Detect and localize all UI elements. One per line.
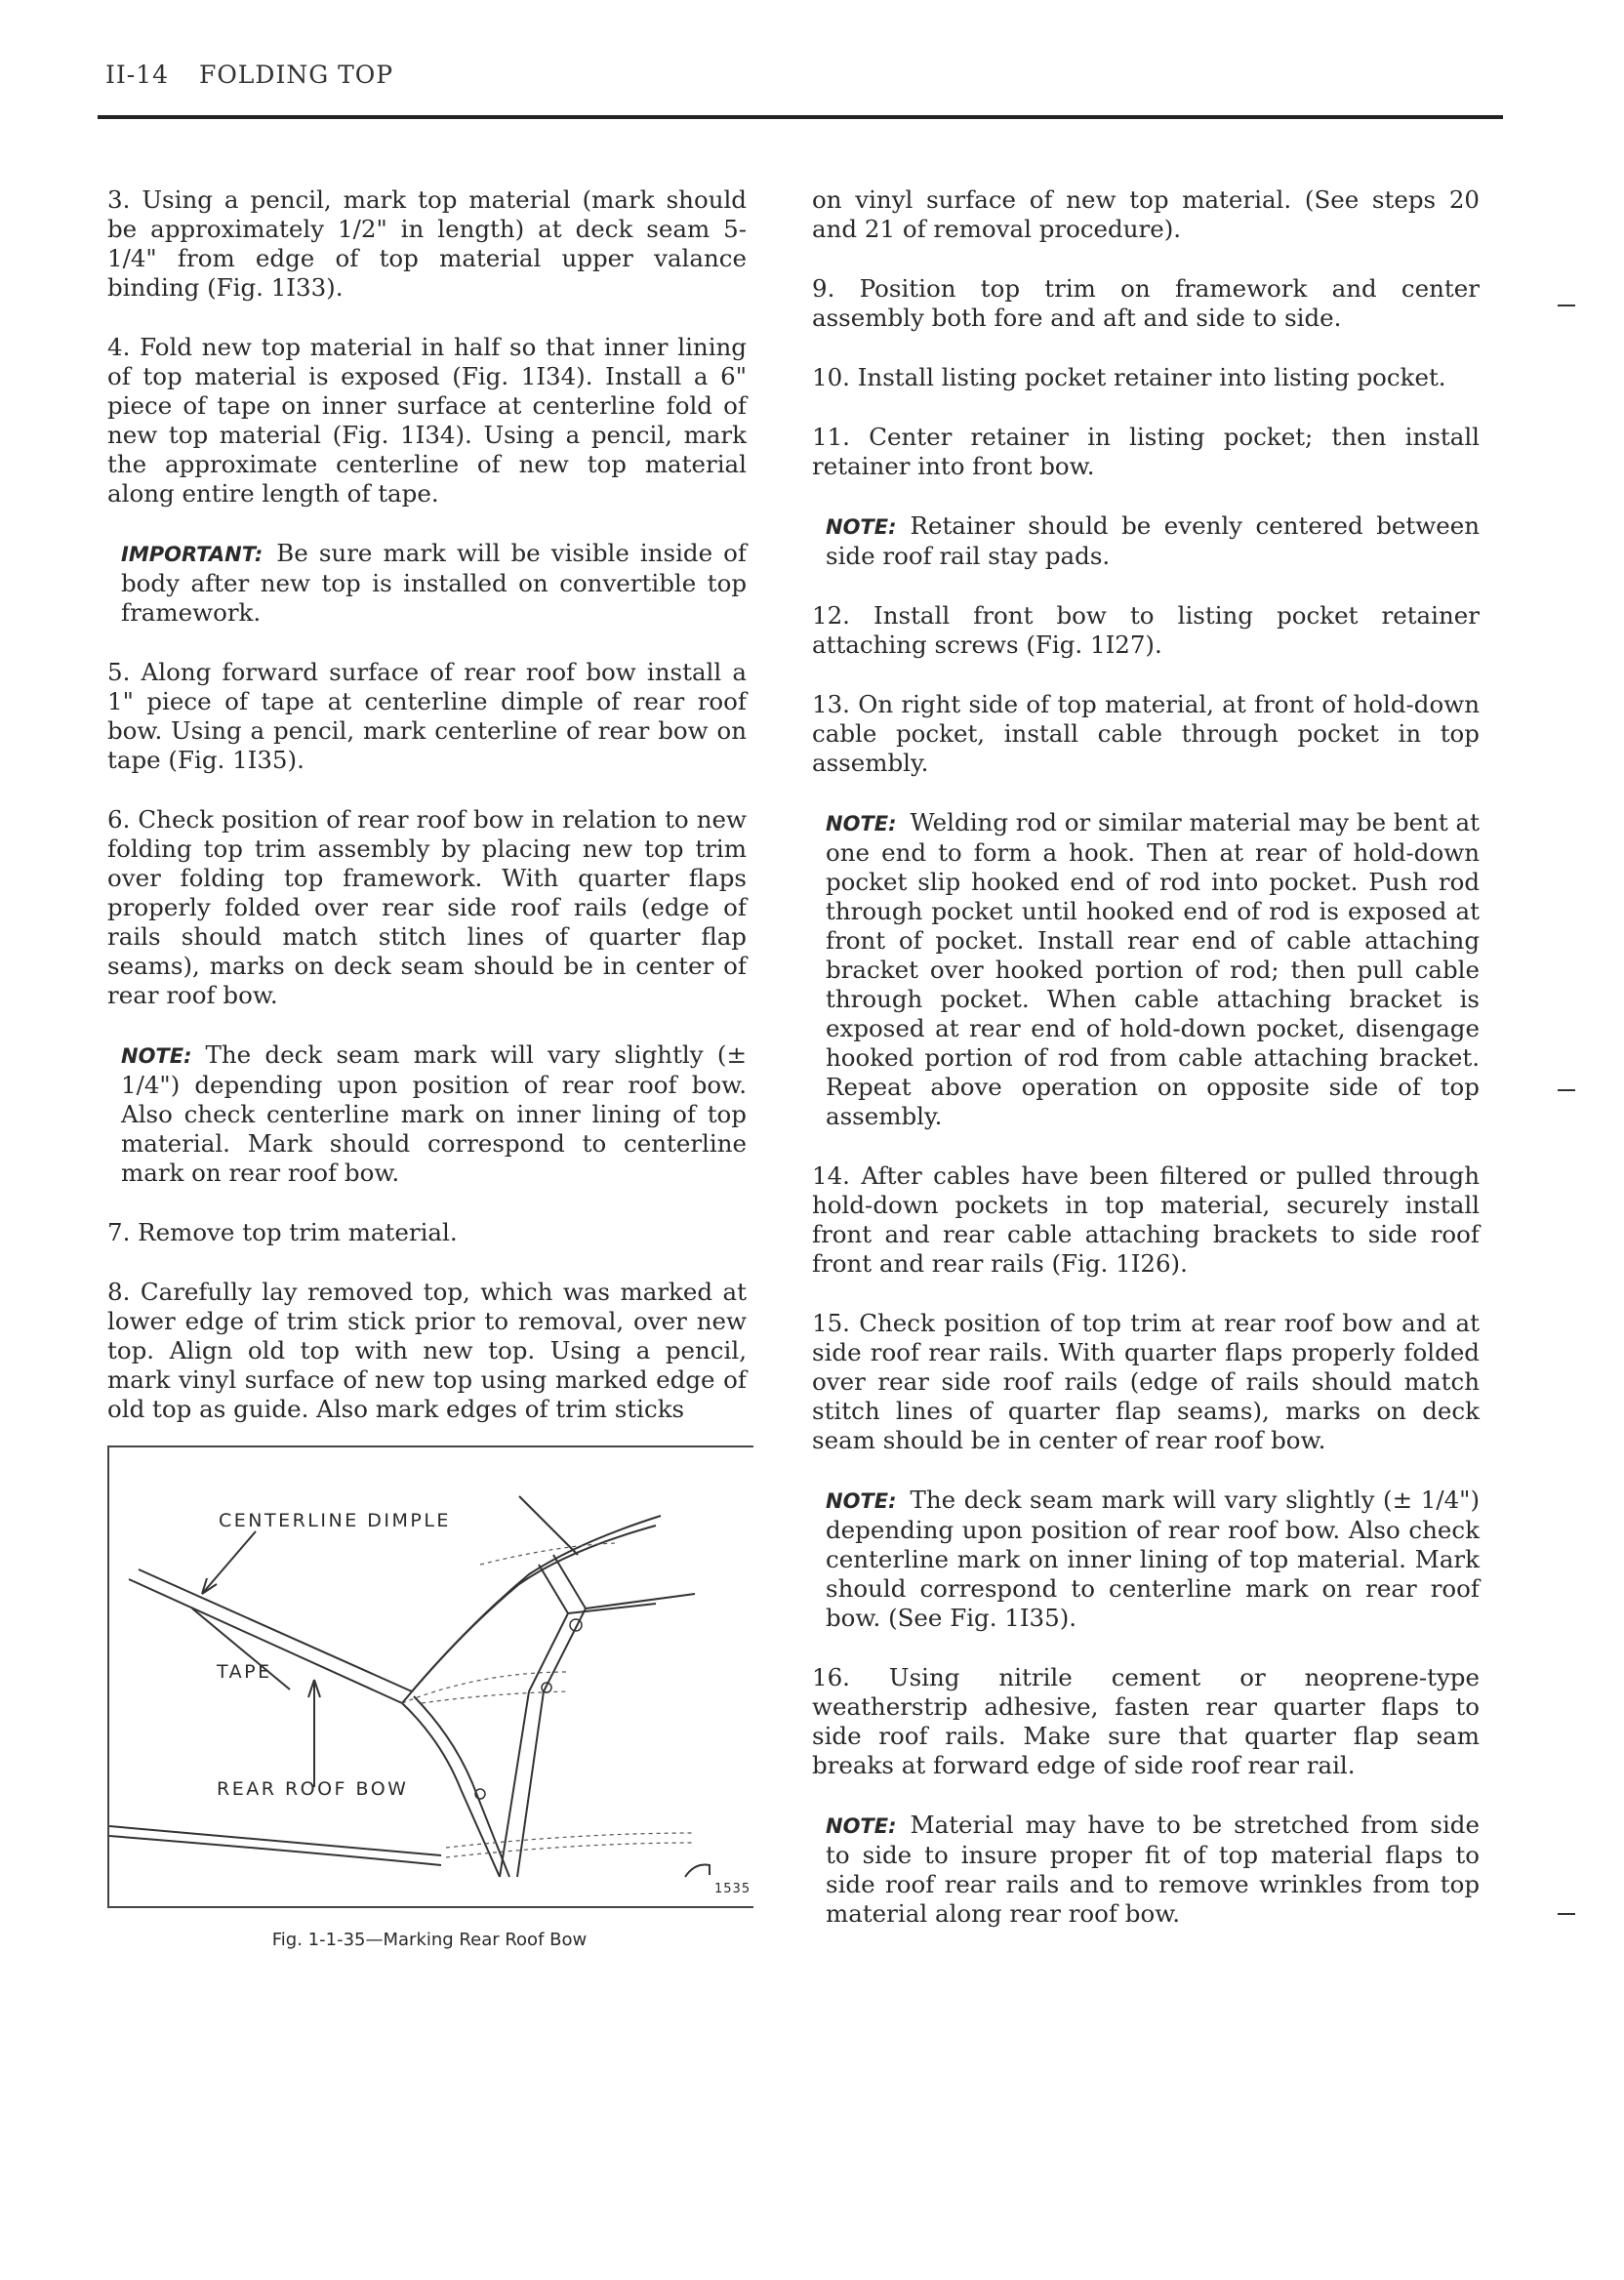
note-text: Material may have to be stretched from side to side to insure proper fit of top material flaps to side roof rear rails and to remove wrinkles from top material along rear roof bow. — [826, 1811, 1480, 1928]
note-label: NOTE: — [121, 1044, 192, 1068]
step-14: 14. After cables have been filtered or pulled through hold-down pockets in top material, securely install front and rear cable attaching brackets to side roof front and rear rails (Fig. 1I26). — [812, 1161, 1480, 1278]
note-deck-seam-2 — [826, 1486, 1480, 1633]
step-5: 5. Along forward surface of rear roof bow install a 1" piece of tape at centerline dimple of rear roof bow. Using a pencil, mark centerline of rear bow on tape (Fig. 1I35). — [107, 658, 747, 774]
note-retainer — [826, 511, 1480, 571]
note-label: NOTE: — [826, 1814, 897, 1838]
figure-caption: Fig. 1-1-35—Marking Rear Roof Bow — [271, 1930, 588, 1950]
step-7: 7. Remove top trim material. — [107, 1218, 458, 1246]
note-deck-seam — [121, 1040, 747, 1188]
step-8: 8. Carefully lay removed top, which was marked at lower edge of trim stick prior to removal, over new top. Align old top with new top. Using a pencil, mark vinyl surface of new top using marked edge of old top as guide. Also mark edges of trim sticks — [107, 1278, 747, 1423]
important-label: IMPORTANT: — [121, 543, 264, 566]
note-label: NOTE: — [826, 1489, 897, 1513]
note-text: Welding rod or similar material may be bent at one end to form a hook. Then at rear of hold-down pocket slip hooked end of rod into pocket. Push rod through pocket until hooked end of rod is exposed at front of pocket. Install rear end of cable attaching bracket over hooked portion of rod; then pull cable through pocket. When cable attaching bracket is exposed at rear end of hold-down pocket, disengage hooked portion of rod from cable attaching bracket. Repeat above operation on opposite side of top assembly. — [826, 808, 1480, 1130]
step-9: 9. Position top trim on framework and center assembly both fore and aft and side to side. — [812, 274, 1480, 332]
step-16: 16. Using nitrile cement or neoprene-type weatherstrip adhesive, fasten rear quarter flaps to side roof rails. Make sure that quarter flap seam breaks at forward edge of side roof rear rail. — [812, 1663, 1480, 1779]
header-rule — [98, 115, 1503, 119]
note-text: The deck seam mark will vary slightly (± 1/4") depending upon position of rear roof bow. Also check centerline mark on inner lining of top material. Mark should correspond to centerline mark on rear roof bow. (See Fig. 1I35). — [826, 1486, 1480, 1632]
note-label: NOTE: — [826, 812, 897, 835]
figure-number: 1535 — [714, 1882, 751, 1896]
note-text: Retainer should be evenly centered between side roof rail stay pads. — [826, 511, 1480, 570]
label-tape: TAPE — [217, 1661, 272, 1683]
margin-mark — [1558, 1913, 1575, 1915]
section-title: FOLDING TOP — [198, 61, 394, 89]
note-material-stretch — [826, 1811, 1480, 1929]
note-label: NOTE: — [826, 515, 897, 539]
step-10: 10. Install listing pocket retainer into listing pocket. — [812, 363, 1446, 391]
important-note — [121, 539, 747, 628]
figure-marking-rear-roof-bow — [107, 1445, 753, 1908]
step-6: 6. Check position of rear roof bow in relation to new folding top trim assembly by placing new top trim over folding top framework. With quarter flaps properly folded over rear side roof rails (edge of rails should match stitch lines of quarter flap seams), marks on deck seam should be in center of rear roof bow. — [107, 805, 747, 1009]
margin-mark — [1558, 305, 1575, 306]
step-12: 12. Install front bow to listing pocket retainer attaching screws (Fig. 1I27). — [812, 601, 1480, 659]
note-welding-rod — [826, 808, 1480, 1131]
note-text: The deck seam mark will vary slightly (± 1/4") depending upon position of rear roof bow. Also check centerline mark on inner lining of top material. Mark should correspond to centerline mark on rear roof bow. — [121, 1040, 747, 1187]
step-13: 13. On right side of top material, at front of hold-down cable pocket, install cable through pocket in top assembly. — [812, 690, 1480, 777]
step-15: 15. Check position of top trim at rear roof bow and at side roof rear rails. With quarter flaps properly folded over rear side roof rails (edge of rails should match stitch lines of quarter flap seams), marks on deck seam should be in center of rear roof bow. — [812, 1309, 1480, 1454]
margin-mark — [1558, 1089, 1575, 1091]
left-column — [107, 185, 751, 1955]
important-text: Be sure mark will be visible inside of body after new top is installed on convertible top framework. — [121, 539, 747, 627]
page-number: II-14 — [105, 61, 170, 89]
step-8-continued: on vinyl surface of new top material. (See steps 20 and 21 of removal procedure). — [812, 185, 1480, 243]
label-centerline-dimple: CENTERLINE DIMPLE — [219, 1510, 451, 1531]
step-3: 3. Using a pencil, mark top material (mark should be approximately 1/2" in length) at deck seam 5-1/4" from edge of top material upper valance binding (Fig. 1I33). — [107, 185, 747, 302]
step-11: 11. Center retainer in listing pocket; then install retainer into front bow. — [812, 423, 1480, 480]
right-column — [812, 185, 1480, 1959]
page-header — [105, 61, 393, 89]
step-4: 4. Fold new top material in half so that inner lining of top material is exposed (Fig. 1I34). Install a 6" piece of tape on inner surface at centerline fold of new top material (Fig. 1I34). Using a pencil, mark the approximate centerline of new top material along entire length of tape. — [107, 333, 747, 508]
label-rear-roof-bow: REAR ROOF BOW — [217, 1778, 409, 1800]
